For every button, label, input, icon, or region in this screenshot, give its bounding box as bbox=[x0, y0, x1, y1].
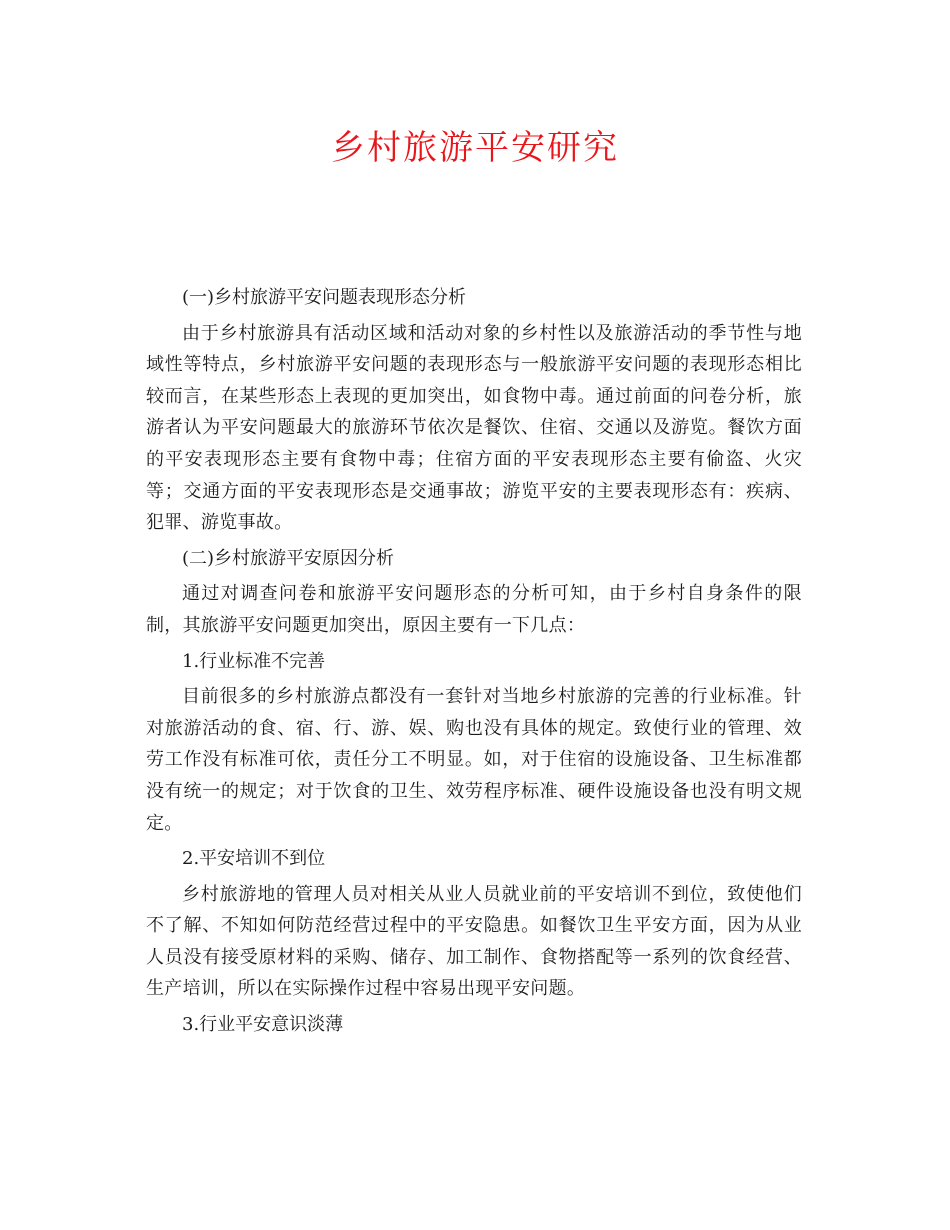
paragraph-4: 乡村旅游地的管理人员对相关从业人员就业前的平安培训不到位，致使他们不了解、不知如何防范经营过程中的平安隐患。如餐饮卫生平安方面，因为从业人员没有接受原材料的采购、储存、加工制作、食物搭配等一系列的饮食经营、生产培训，所以在实际操作过程中容易出现平安问题。 bbox=[146, 883, 802, 1000]
subsection-heading-2: 2.平安培训不到位 bbox=[182, 848, 326, 870]
document-title: 乡村旅游平安研究 bbox=[331, 128, 619, 168]
paragraph-1: 由于乡村旅游具有活动区域和活动对象的乡村性以及旅游活动的季节性与地域性等特点，乡村旅游平安问题的表现形态与一般旅游平安问题的表现形态相比较而言，在某些形态上表现的更加突出，如食物中毒。通过前面的问卷分析，旅游者认为平安问题最大的旅游环节依次是餐饮、住宿、交通以及游览。餐饮方面的平安表现形态主要有食物中毒；住宿方面的平安表现形态主要有偷盗、火灾等；交通方面的平安表现形态是交通事故；游览平安的主要表现形态有：疾病、犯罪、游览事故。 bbox=[146, 322, 802, 534]
paragraph-3: 目前很多的乡村旅游点都没有一套针对当地乡村旅游的完善的行业标准。针对旅游活动的食、宿、行、游、娱、购也没有具体的规定。致使行业的管理、效劳工作没有标准可依，责任分工不明显。如，对于住宿的设施设备、卫生标准都没有统一的规定；对于饮食的卫生、效劳程序标准、硬件设施设备也没有明文规定。 bbox=[146, 686, 802, 834]
subsection-heading-1: 1.行业标准不完善 bbox=[182, 650, 326, 672]
paragraph-2: 通过对调查问卷和旅游平安问题形态的分析可知，由于乡村自身条件的限制，其旅游平安问题更加突出，原因主要有一下几点： bbox=[146, 583, 802, 636]
section-heading-1: (一)乡村旅游平安问题表现形态分析 bbox=[182, 287, 467, 308]
document-body bbox=[146, 282, 802, 1041]
section-heading-2: (二)乡村旅游平安原因分析 bbox=[182, 547, 395, 569]
subsection-heading-3: 3.行业平安意识淡薄 bbox=[182, 1014, 344, 1036]
